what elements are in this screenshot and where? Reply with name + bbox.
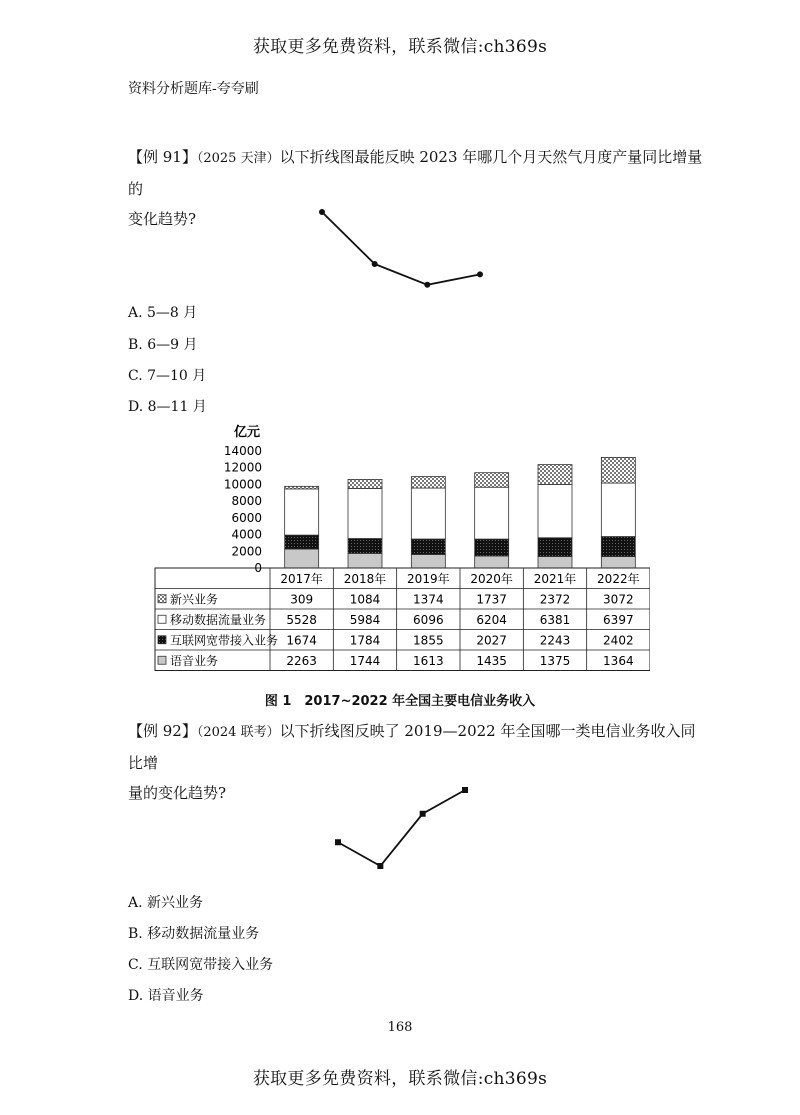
q92-trend-point-0	[335, 839, 341, 845]
table-cell-2-5: 2402	[603, 633, 634, 648]
table-cell-2-2: 1855	[413, 633, 444, 648]
q92-trend-point-2	[420, 811, 426, 817]
y-axis-unit-label: 亿元	[234, 425, 261, 440]
legend-swatch-2	[158, 636, 166, 644]
table-cell-2-4: 2243	[539, 633, 571, 648]
q91-line-figure	[300, 200, 500, 300]
table-cell-1-2: 6096	[413, 612, 444, 627]
bottom-banner: 获取更多免费资料，联系微信:ch369s	[252, 1069, 548, 1089]
bar-5-series-3	[601, 457, 635, 483]
bar-2-series-0	[411, 555, 445, 568]
q91-trend-point-2	[424, 282, 430, 288]
y-tick-label-5: 10000	[223, 477, 262, 492]
y-tick-label-3: 6000	[231, 510, 262, 525]
legend-label-2: 互联网宽带接入业务	[170, 633, 279, 648]
table-cell-3-0: 2263	[286, 653, 317, 668]
bar-3-series-3	[475, 473, 509, 488]
bar-3-series-2	[475, 487, 509, 539]
q91-option-a[interactable]: A. 5—8 月	[128, 305, 198, 321]
table-cell-1-0: 5528	[286, 612, 317, 627]
q92-option-a[interactable]: A. 新兴业务	[128, 895, 204, 911]
legend-label-1: 移动数据流量业务	[170, 612, 267, 627]
bar-3-series-1	[475, 539, 509, 556]
q92-trend-point-1	[377, 863, 383, 869]
legend-label-0: 新兴业务	[170, 592, 219, 607]
top-banner: 获取更多免费资料，联系微信:ch369s	[252, 37, 548, 57]
table-cell-3-2: 1613	[413, 653, 444, 668]
q91-option-d[interactable]: D. 8—11 月	[128, 399, 207, 415]
bar-5-series-2	[601, 483, 635, 536]
bar-4-series-1	[538, 538, 572, 557]
q92-option-b[interactable]: B. 移动数据流量业务	[128, 926, 260, 942]
table-cell-0-0: 309	[290, 592, 314, 607]
table-cell-1-1: 5984	[349, 612, 381, 627]
table-cell-2-3: 2027	[476, 633, 507, 648]
q91-trend-point-3	[477, 271, 483, 277]
bar-2-series-3	[411, 477, 445, 488]
q92-line-figure	[320, 780, 490, 890]
table-cell-1-4: 6381	[539, 612, 571, 627]
q91-source: （2025 天津）	[196, 151, 280, 166]
y-tick-label-0: 0	[254, 561, 262, 575]
bar-4-series-3	[538, 465, 572, 485]
x-category-label-1: 2018年	[343, 571, 387, 586]
q92-option-c[interactable]: C. 互联网宽带接入业务	[128, 957, 274, 973]
q92-trend-point-3	[462, 787, 468, 793]
table-cell-0-4: 2372	[539, 592, 571, 607]
q92-label: 【例 92】	[128, 722, 197, 740]
y-tick-label-7: 14000	[223, 444, 262, 458]
table-cell-3-1: 1744	[349, 653, 381, 668]
y-tick-label-2: 4000	[231, 527, 262, 542]
table-cell-0-3: 1737	[476, 592, 507, 607]
table-cell-1-3: 6204	[476, 612, 507, 627]
x-category-label-3: 2020年	[470, 571, 513, 586]
x-category-label-5: 2022年	[597, 571, 640, 586]
legend-swatch-3	[158, 656, 166, 664]
bar-1-series-2	[348, 489, 382, 539]
x-category-label-0: 2017年	[280, 571, 323, 586]
header-subtitle: 资料分析题库-夸夸刷	[128, 81, 259, 97]
table-cell-0-1: 1084	[349, 592, 381, 607]
bar-5-series-0	[601, 557, 635, 568]
bar-0-series-2	[285, 489, 319, 535]
page-number: 168	[387, 1020, 413, 1035]
q91-line2: 变化趋势?	[128, 210, 197, 228]
bar-0-series-0	[285, 549, 319, 568]
bar-0-series-1	[285, 535, 319, 549]
table-cell-0-2: 1374	[413, 592, 444, 607]
legend-swatch-0	[158, 595, 166, 603]
q91-text: 以下折线图最能反映 2023 年哪几个月天然气月度产量同比增量的	[128, 148, 703, 198]
y-tick-label-4: 8000	[231, 494, 262, 509]
table-cell-1-5: 6397	[603, 612, 634, 627]
table-cell-3-3: 1435	[476, 653, 507, 668]
bar-2-series-1	[411, 539, 445, 555]
telecom-revenue-chart	[150, 420, 650, 686]
figure-caption: 图 1 2017~2022 年全国主要电信业务收入	[264, 694, 536, 709]
bar-0-series-3	[285, 486, 319, 489]
q91-trend-point-1	[372, 261, 378, 267]
table-cell-2-0: 1674	[286, 633, 317, 648]
q91-line1	[128, 142, 708, 204]
q91-label: 【例 91】	[128, 148, 197, 166]
bar-3-series-0	[475, 556, 509, 568]
bar-4-series-0	[538, 557, 572, 568]
q91-trend-point-0	[319, 209, 325, 215]
y-tick-label-6: 12000	[223, 460, 262, 475]
q91-option-b[interactable]: B. 6—9 月	[128, 337, 198, 353]
q92-line1	[128, 716, 708, 778]
q91-trend-polyline	[322, 212, 480, 285]
q92-trend-polyline	[338, 790, 465, 866]
bar-1-series-3	[348, 479, 382, 488]
x-category-label-2: 2019年	[407, 571, 450, 586]
q91-option-c[interactable]: C. 7—10 月	[128, 368, 207, 384]
legend-label-3: 语音业务	[170, 653, 219, 668]
table-cell-3-4: 1375	[539, 653, 571, 668]
bar-1-series-0	[348, 553, 382, 568]
table-cell-3-5: 1364	[603, 653, 634, 668]
q92-line2: 量的变化趋势?	[128, 784, 227, 802]
q92-option-d[interactable]: D. 语音业务	[128, 988, 204, 1004]
q92-text: 以下折线图反映了 2019—2022 年全国哪一类电信业务收入同比增	[128, 722, 696, 772]
q92-source: （2024 联考）	[196, 725, 280, 740]
bar-4-series-2	[538, 484, 572, 537]
bar-5-series-1	[601, 537, 635, 557]
table-cell-0-5: 3072	[603, 592, 634, 607]
legend-swatch-1	[158, 615, 166, 623]
x-category-label-4: 2021年	[533, 571, 577, 586]
bar-1-series-1	[348, 539, 382, 554]
y-tick-label-1: 2000	[231, 544, 262, 559]
bar-2-series-2	[411, 488, 445, 539]
table-cell-2-1: 1784	[349, 633, 381, 648]
